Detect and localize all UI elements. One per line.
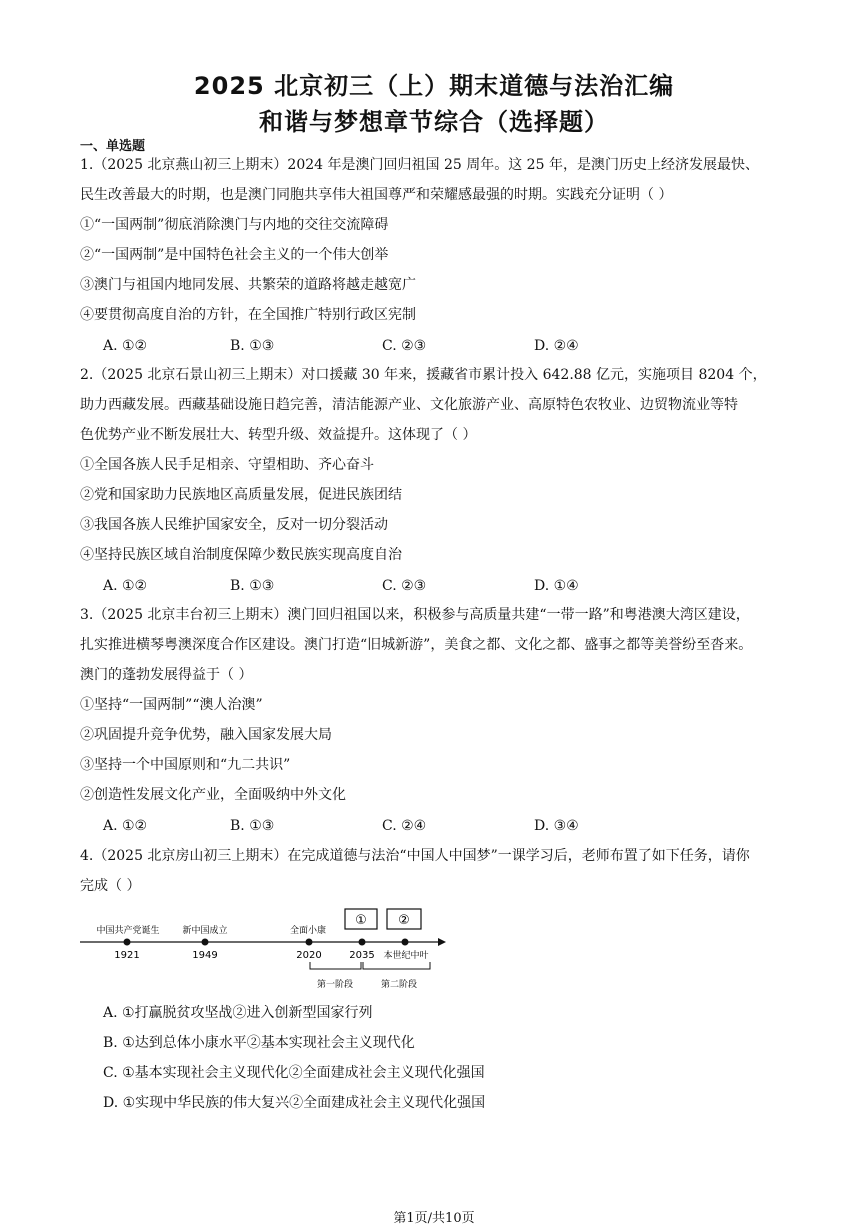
question-4-option-d[interactable]: D. ①实现中华民族的伟大复兴②全面建成社会主义现代化强国: [103, 1095, 486, 1111]
stage-2-bracket: [363, 962, 430, 969]
question-2-line-1: 2.（2025 北京石景山初三上期末）对口援藏 30 年来，援藏省市累计投入 642.88 亿元，实施项目 8204 个，: [80, 367, 767, 383]
question-2-item-3: ③我国各族人民维护国家安全，反对一切分裂活动: [80, 517, 388, 533]
question-1-item-3: ③澳门与祖国内地同发展、共繁荣的道路将越走越宽广: [80, 277, 416, 293]
section-heading: 一、单选题: [80, 139, 146, 154]
document-subtitle: 和谐与梦想章节综合（选择题）: [259, 108, 609, 136]
question-1-item-1: ①“一国两制”彻底消除澳门与内地的交往交流障碍: [80, 217, 389, 233]
timeline-point-1949: [202, 939, 209, 946]
timeline-event-2: 新中国成立: [182, 926, 228, 936]
question-3-item-4: ②创造性发展文化产业，全面吸纳中外文化: [80, 787, 346, 803]
timeline-event-3: 全面小康: [289, 926, 327, 936]
question-1-item-4: ④要贯彻高度自治的方针，在全国推广特别行政区宪制: [80, 307, 416, 323]
question-1-option-a[interactable]: A. ①②: [103, 338, 148, 354]
question-2-option-d[interactable]: D. ①④: [534, 578, 579, 594]
question-2-item-4: ④坚持民族区域自治制度保障少数民族实现高度自治: [80, 547, 402, 563]
question-2-option-c[interactable]: C. ②③: [382, 578, 427, 594]
timeline-box-2-label: ②: [398, 913, 410, 928]
question-1-option-c[interactable]: C. ②③: [382, 338, 427, 354]
timeline-year-5: 本世纪中叶: [383, 951, 429, 961]
question-1-line-1: 1.（2025 北京燕山初三上期末）2024 年是澳门回归祖国 25 周年。这 25 年，是澳门历史上经济发展最快、: [80, 157, 759, 173]
timeline-point-2035: [359, 939, 366, 946]
timeline-point-2020: [306, 939, 313, 946]
timeline-year-4: 2035: [349, 950, 375, 961]
stage-1-label: 第一阶段: [316, 980, 354, 990]
question-3-option-c[interactable]: C. ②④: [382, 818, 427, 834]
timeline-event-1: 中国共产党诞生: [96, 926, 160, 936]
question-3-item-2: ②巩固提升竞争优势，融入国家发展大局: [80, 727, 332, 743]
question-2-line-2: 助力西藏发展。西藏基础设施日趋完善，清洁能源产业、文化旅游产业、高原特色农牧业、边贸物流业等特: [80, 397, 738, 413]
question-1-item-2: ②“一国两制”是中国特色社会主义的一个伟大创举: [80, 247, 389, 263]
question-3-item-3: ③坚持一个中国原则和“九二共识”: [80, 757, 291, 773]
document-title: 2025 北京初三（上）期末道德与法治汇编: [193, 72, 675, 100]
question-3-option-a[interactable]: A. ①②: [103, 818, 148, 834]
question-2-option-a[interactable]: A. ①②: [103, 578, 148, 594]
timeline-box-1-label: ①: [355, 913, 367, 928]
timeline-figure: [0, 905, 460, 1000]
timeline-point-mid-century: [402, 939, 409, 946]
question-4-option-c[interactable]: C. ①基本实现社会主义现代化②全面建成社会主义现代化强国: [103, 1065, 485, 1081]
timeline-year-1: 1921: [114, 950, 140, 961]
question-1-option-d[interactable]: D. ②④: [534, 338, 579, 354]
timeline-arrow: [438, 938, 446, 946]
question-2-option-b[interactable]: B. ①③: [230, 578, 275, 594]
question-3-line-2: 扎实推进横琴粤澳深度合作区建设。澳门打造“旧城新游”，美食之都、文化之都、盛事之都等美誉纷至沓来。: [80, 637, 753, 653]
question-1-option-b[interactable]: B. ①③: [230, 338, 275, 354]
question-3-option-b[interactable]: B. ①③: [230, 818, 275, 834]
question-3-line-3: 澳门的蓬勃发展得益于（ ）: [80, 667, 253, 683]
question-2-line-3: 色优势产业不断发展壮大、转型升级、效益提升。这体现了（ ）: [80, 427, 477, 443]
question-1-line-2: 民生改善最大的时期，也是澳门同胞共享伟大祖国尊严和荣耀感最强的时期。实践充分证明（ ）: [80, 187, 673, 203]
question-3-line-1: 3.（2025 北京丰台初三上期末）澳门回归祖国以来，积极参与高质量共建“一带一路”和粤港澳大湾区建设，: [80, 607, 750, 623]
stage-2-label: 第二阶段: [380, 980, 418, 990]
question-4-option-a[interactable]: A. ①打赢脱贫攻坚战②进入创新型国家行列: [103, 1005, 373, 1021]
question-4-line-2: 完成（ ）: [80, 878, 141, 894]
question-2-item-2: ②党和国家助力民族地区高质量发展，促进民族团结: [80, 487, 402, 503]
page-footer: 第1页/共10页: [393, 1211, 475, 1226]
question-3-item-1: ①坚持“一国两制”“澳人治澳”: [80, 697, 263, 713]
timeline-year-3: 2020: [296, 950, 322, 961]
question-2-item-1: ①全国各族人民手足相亲、守望相助、齐心奋斗: [80, 457, 374, 473]
question-4-option-b[interactable]: B. ①达到总体小康水平②基本实现社会主义现代化: [103, 1035, 415, 1051]
stage-1-bracket: [310, 962, 361, 969]
question-3-option-d[interactable]: D. ③④: [534, 818, 579, 834]
timeline-year-2: 1949: [192, 950, 218, 961]
timeline-point-1921: [124, 939, 131, 946]
question-4-line-1: 4.（2025 北京房山初三上期末）在完成道德与法治“中国人中国梦”一课学习后，老师布置了如下任务，请你: [80, 848, 750, 864]
